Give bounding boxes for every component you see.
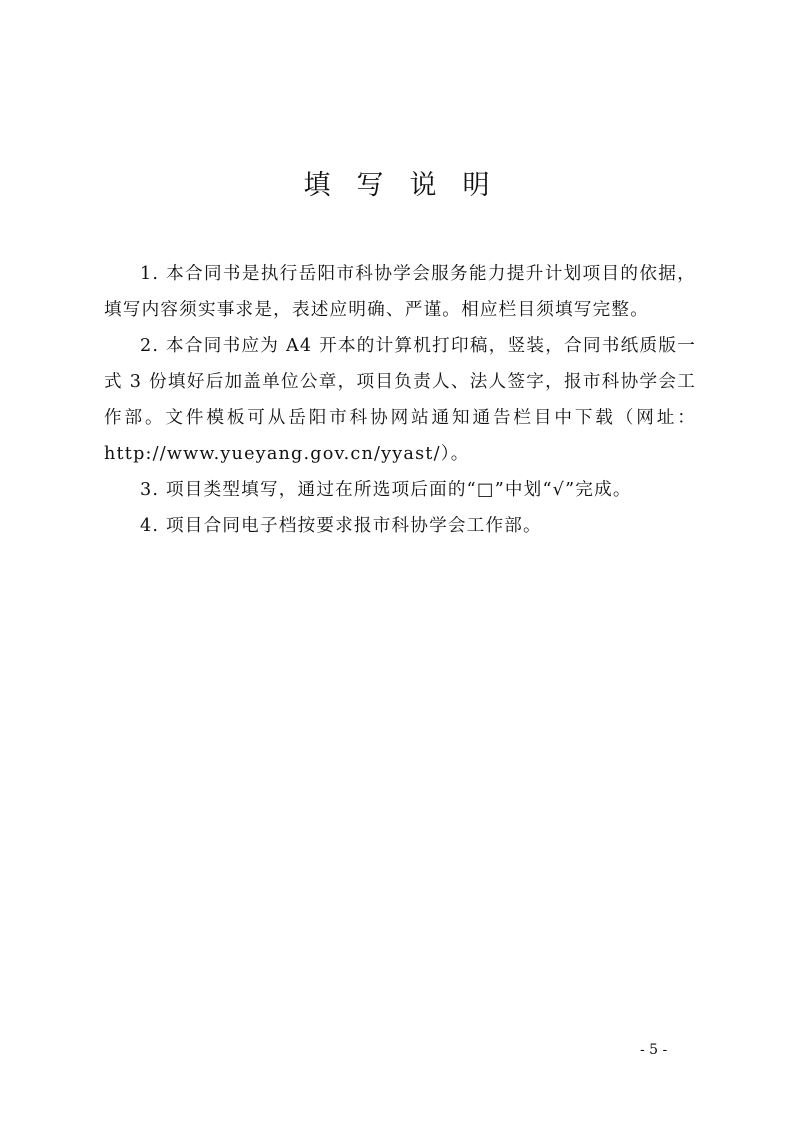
page-title: 填写说明 [303,170,516,201]
instruction-paragraph-3: 3. 项目类型填写，通过在所选项后面的“□”中划“√”完成。 [140,480,632,500]
instruction-paragraph-2: 2. 本合同书应为 A4 开本的计算机打印稿，竖装，合同书纸质版一式 3 份填好后加盖单位公章，项目负责人、法人签字，报市科协学会工作部。文件模板可从岳阳市科协网站通知通告栏目中下载（网址：http://www.yueyang.gov.cn/yyast/）。 [104,336,696,464]
instruction-paragraph-4: 4. 项目合同电子档按要求报市科协学会工作部。 [140,516,542,536]
instructions-body [104,256,696,544]
page-number: - 5 - [640,1042,668,1058]
instruction-paragraph-1: 1. 本合同书是执行岳阳市科协学会服务能力提升计划项目的依据，填写内容须实事求是，表述应明确、严谨。相应栏目须填写完整。 [104,264,696,320]
